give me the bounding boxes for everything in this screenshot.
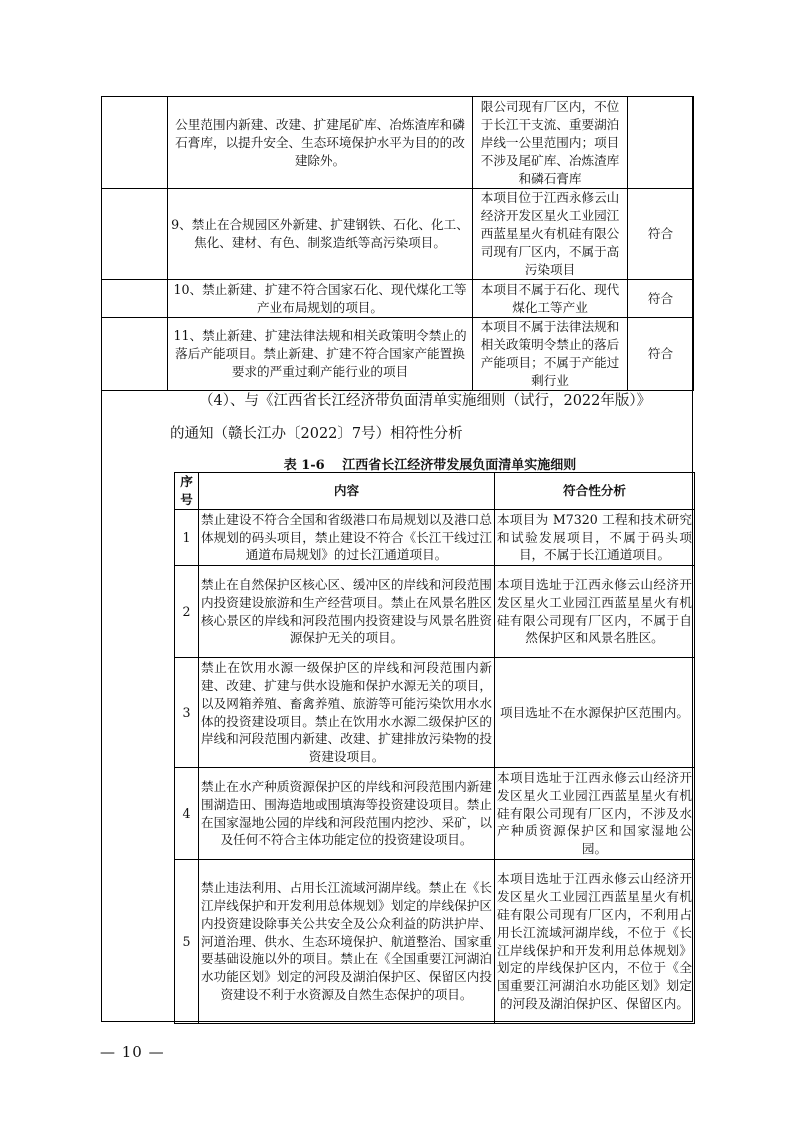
assessment-cell: 本项目选址于江西永修云山经济开发区星火工业园江西蓝星星火有机硅有限公司现有厂区内，不涉及水产种质资源保护区和国家湿地公园。 (495, 768, 695, 860)
content-cell: 禁止在自然保护区核心区、缓冲区的岸线和河段范围内投资建设旅游和生产经营项目。禁止在风景名胜区核心景区的岸线和河段范围内投资建设与风景名胜资源保护无关的项目。 (199, 566, 495, 658)
blank-cell (102, 97, 168, 189)
content-cell: 禁止建设不符合全国和省级港口布局规划以及港口总体规划的码头项目，禁止建设不符合《长江干线过江通道布局规划》的过长江通道项目。 (199, 510, 495, 566)
content-cell: 公里范围内新建、改建、扩建尾矿库、冶炼渣库和磷石膏库，以提升安全、生态环境保护水平为目的的改建除外。 (168, 97, 473, 189)
continued-table (101, 96, 694, 391)
result-cell: 符合 (628, 189, 694, 280)
blank-cell (102, 189, 168, 280)
table-row (175, 566, 695, 658)
result-cell (628, 97, 694, 189)
result-cell: 符合 (628, 280, 694, 318)
seq-cell: 4 (175, 768, 199, 860)
content-cell: 禁止在水产种质资源保护区的岸线和河段范围内新建围湖造田、围海造地或围填海等投资建设项目。禁止在国家湿地公园的岸线和河段范围内挖沙、采矿，以及任何不符合主体功能定位的投资建设项目。 (199, 768, 495, 860)
content-cell: 9、禁止在合规园区外新建、扩建钢铁、石化、化工、焦化、建材、有色、制浆造纸等高污染项目。 (168, 189, 473, 280)
table-row (102, 318, 694, 391)
header-assessment: 符合性分析 (495, 473, 695, 510)
blank-cell (102, 318, 168, 391)
section-heading-line-2: 的通知（赣长江办〔2022〕7号）相符性分析 (170, 426, 463, 442)
table-row (175, 658, 695, 768)
blank-cell (102, 280, 168, 318)
content-cell: 11、禁止新建、扩建法律法规和相关政策明令禁止的落后产能项目。禁止新建、扩建不符合国家产能置换要求的严重过剩产能行业的项目 (168, 318, 473, 391)
header-content: 内容 (199, 473, 495, 510)
seq-cell: 3 (175, 658, 199, 768)
content-cell: 禁止违法利用、占用长江流域河湖岸线。禁止在《长江岸线保护和开发利用总体规划》划定的岸线保护区内投资建设除事关公共安全及公众利益的防洪护岸、河道治理、供水、生态环境保护、航道整治、国家重要基础设施以外的项目。禁止在《全国重要江河湖泊水功能区划》划定的河段及湖泊保护区、保留区内投资建设不利于水资源及自然生态保护的项目。 (199, 860, 495, 1024)
result-cell: 符合 (628, 318, 694, 391)
assessment-cell: 本项目选址于江西永修云山经济开发区星火工业园江西蓝星星火有机硅有限公司现有厂区内，不利用占用长江流域河湖岸线，不位于《长江岸线保护和开发利用总体规划》划定的岸线保护区内，不位于《全国重要江河湖泊水功能区划》划定的河段及湖泊保护区、保留区内。 (495, 860, 695, 1024)
content-cell: 10、禁止新建、扩建不符合国家石化、现代煤化工等产业布局规划的项目。 (168, 280, 473, 318)
seq-cell: 5 (175, 860, 199, 1024)
negative-list-table (174, 472, 695, 1024)
section-heading-line-1: （4）、与《江西省长江经济带负面清单实施细则（试行，2022年版）》 (199, 393, 652, 409)
table-row (175, 510, 695, 566)
table-row (102, 280, 694, 318)
assessment-cell: 本项目为 M7320 工程和技术研究和试验发展项目，不属于码头项目，不属于长江通道项目。 (495, 510, 695, 566)
seq-cell: 1 (175, 510, 199, 566)
content-cell: 禁止在饮用水源一级保护区的岸线和河段范围内新建、改建、扩建与供水设施和保护水源无关的项目，以及网箱养殖、畜禽养殖、旅游等可能污染饮用水水体的投资建设项目。禁止在饮用水水源二级保护区的岸线和河段范围内新建、改建、扩建排放污染物的投资建设项目。 (199, 658, 495, 768)
seq-cell: 2 (175, 566, 199, 658)
page-number: — 10 — (100, 1043, 165, 1061)
assessment-cell: 本项目不属于石化、现代煤化工等产业 (473, 280, 628, 318)
assessment-cell: 限公司现有厂区内，不位于长江干支流、重要湖泊岸线一公里范围内；项目不涉及尾矿库、冶炼渣库和磷石膏库 (473, 97, 628, 189)
table-caption: 表 1-6 江西省长江经济带发展负面清单实施细则 (283, 458, 577, 473)
assessment-cell: 本项目不属于法律法规和相关政策明令禁止的落后产能项目；不属于产能过剩行业 (473, 318, 628, 391)
table-row (175, 860, 695, 1024)
assessment-cell: 项目选址不在水源保护区范围内。 (495, 658, 695, 768)
assessment-cell: 本项目位于江西永修云山经济开发区星火工业园江西蓝星星火有机硅有限公司现有厂区内，不属于高污染项目 (473, 189, 628, 280)
assessment-cell: 本项目选址于江西永修云山经济开发区星火工业园江西蓝星星火有机硅有限公司现有厂区内，不属于自然保护区和风景名胜区。 (495, 566, 695, 658)
header-seq: 序号 (175, 473, 199, 510)
table-header-row (175, 473, 695, 510)
table-row (175, 768, 695, 860)
table-row (102, 97, 694, 189)
table-row (102, 189, 694, 280)
